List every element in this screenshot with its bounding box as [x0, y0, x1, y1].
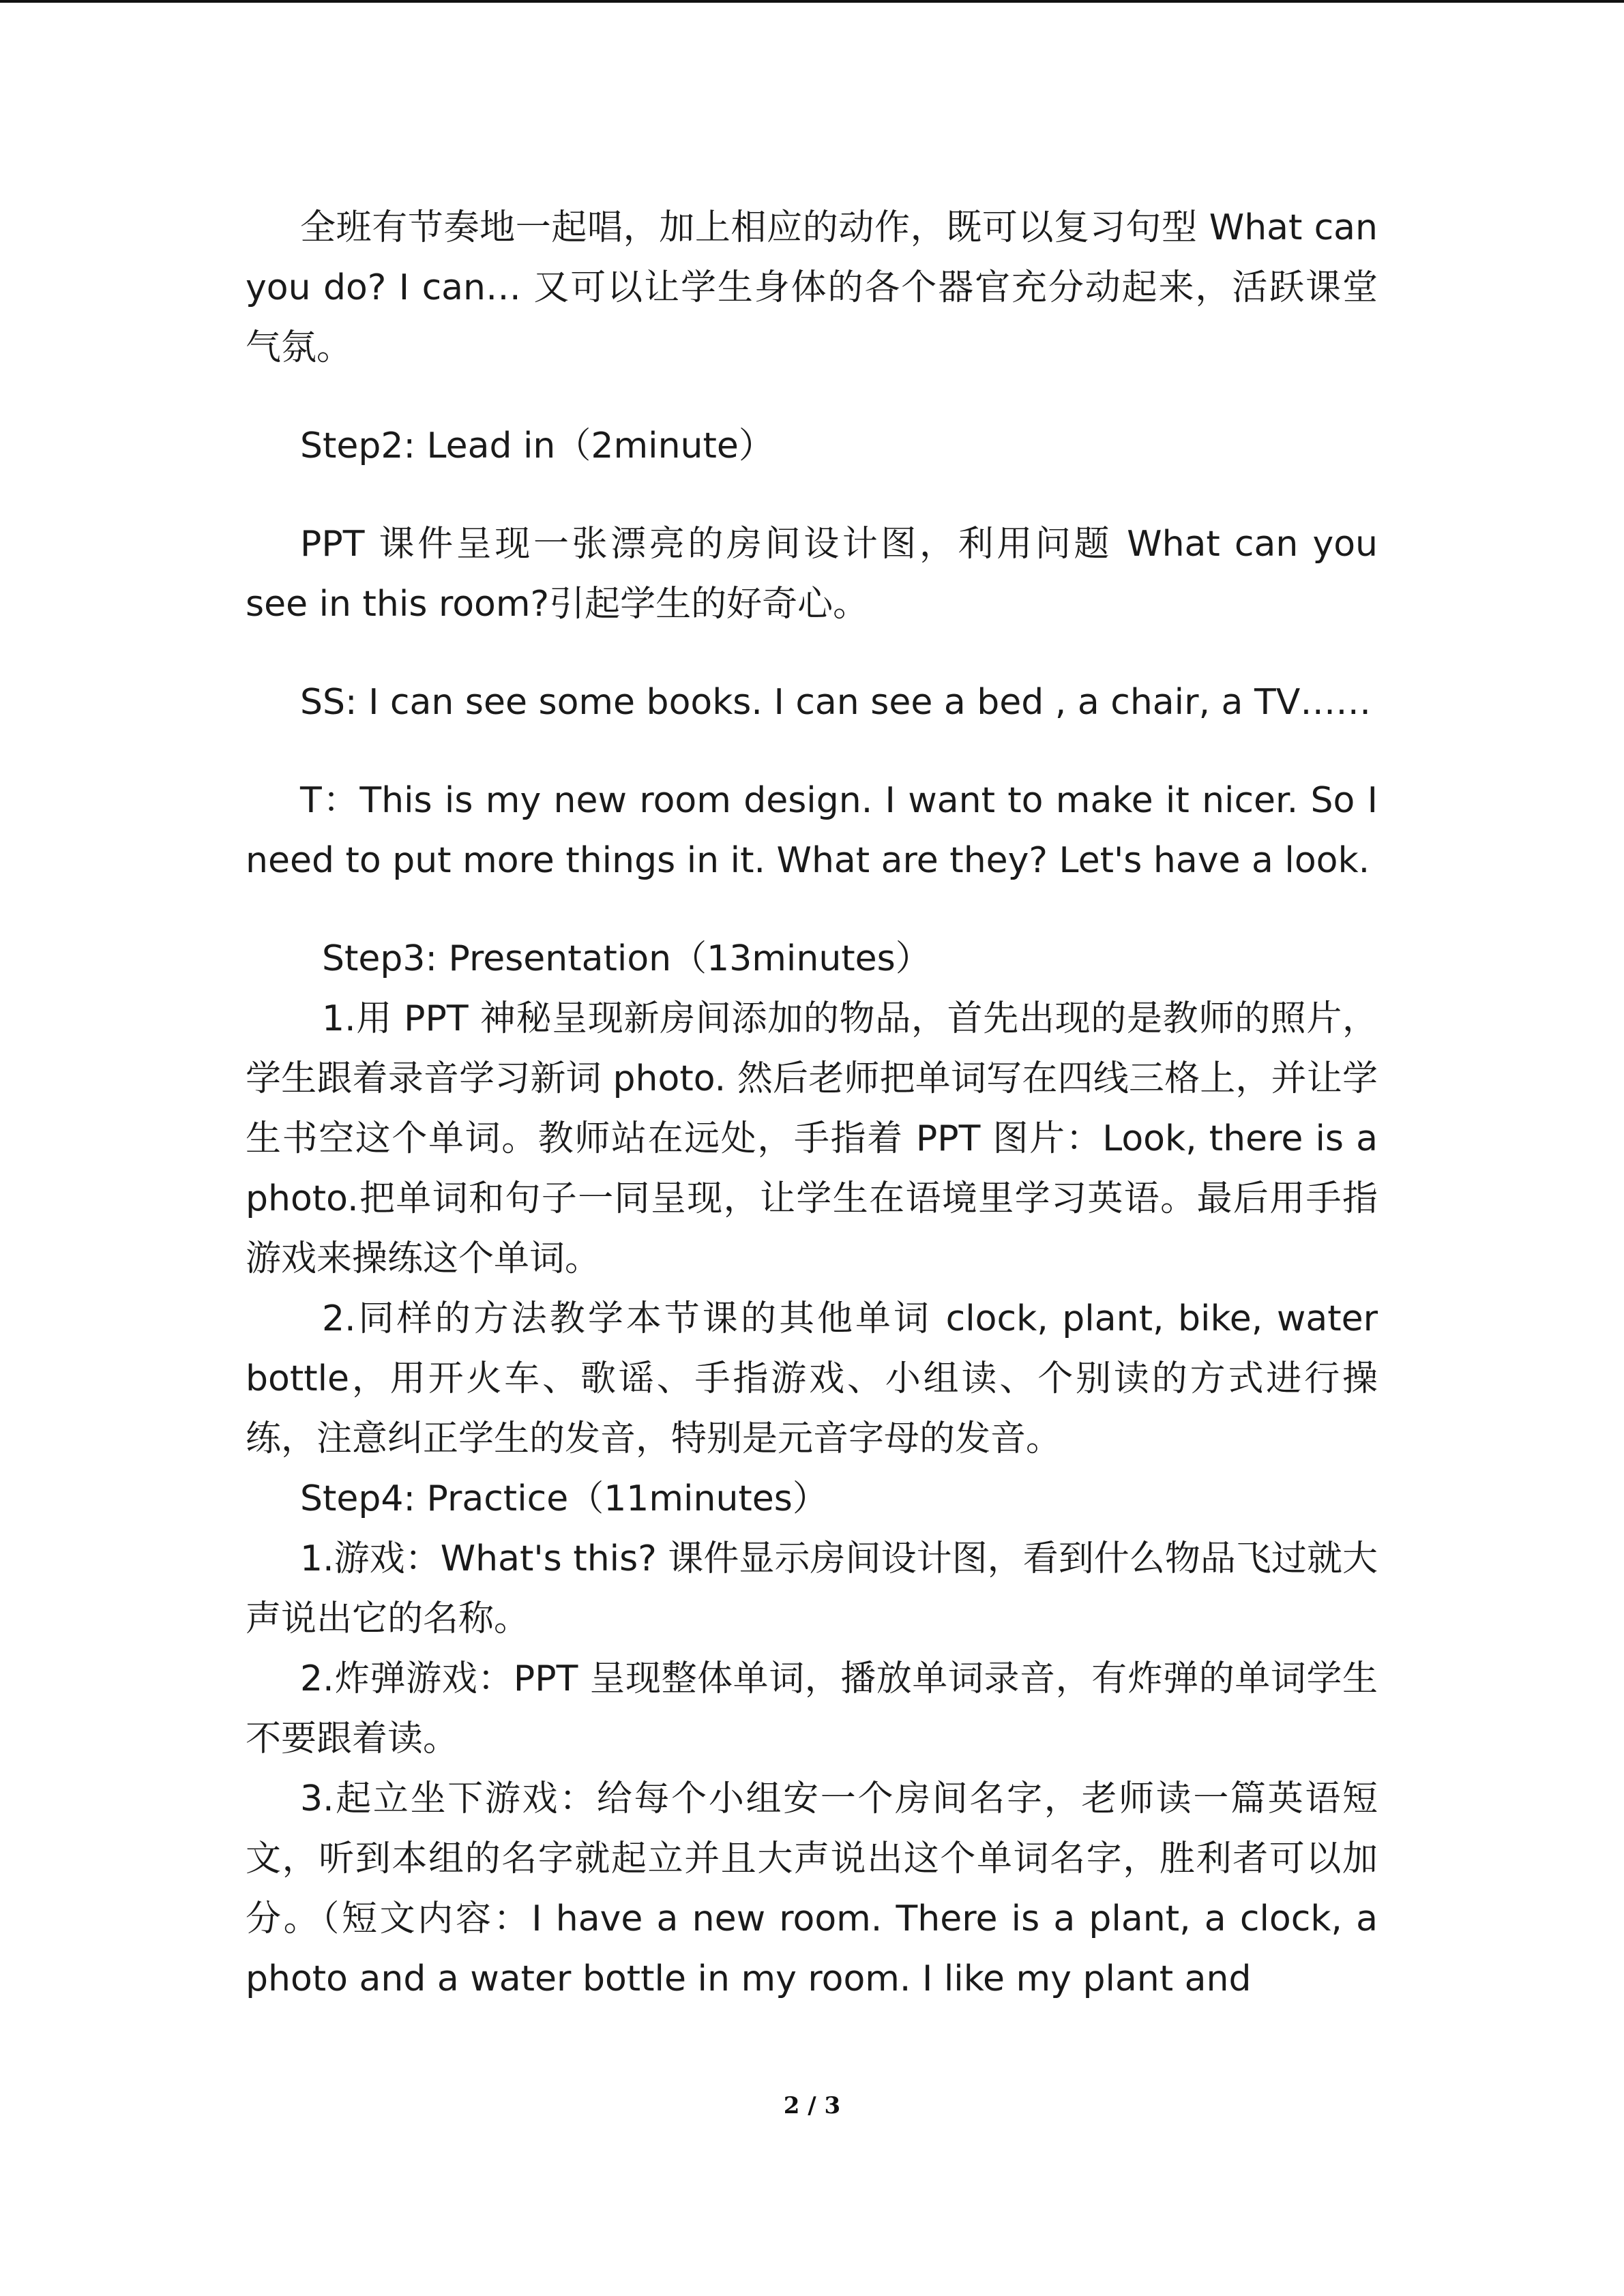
- document-body: [246, 198, 1378, 2009]
- step4-heading: Step4: Practice（11minutes）: [300, 1478, 828, 1519]
- paragraph-students-answer: SS: I can see some books. I can see a bed , a chair, a TV……: [300, 682, 1372, 723]
- page-number: 2 / 3: [783, 2092, 841, 2119]
- paragraph-presentation-1: 1.用 PPT 神秘呈现新房间添加的物品，首先出现的是教师的照片，学生跟着录音学习新词 photo. 然后老师把单词写在四线三格上，并让学生书空这个单词。教师站在远处，手指着 PPT 图片：Look, there is a photo.把单词和句子一同呈现，让学生在语境里学习英语。最后用手指游戏来操练这个单词。: [246, 998, 1378, 1279]
- step3-heading: Step3: Presentation（13minutes）: [322, 938, 931, 979]
- paragraph-lead-in: PPT 课件呈现一张漂亮的房间设计图，利用问题 What can you see in this room?引起学生的好奇心。: [246, 524, 1378, 625]
- paragraph-song-activity: 全班有节奏地一起唱，加上相应的动作，既可以复习句型 What can you do? I can… 又可以让学生身体的各个器官充分动起来，活跃课堂气氛。: [246, 207, 1378, 368]
- paragraph-presentation-2: 2.同样的方法教学本节课的其他单词 clock, plant, bike, water bottle，用开火车、歌谣、手指游戏、小组读、个别读的方式进行操练，注意纠正学生的发音，特别是元音字母的发音。: [246, 1298, 1378, 1459]
- page-top-border: [0, 0, 1624, 3]
- paragraph-practice-1: 1.游戏：What's this? 课件显示房间设计图，看到什么物品飞过就大声说出它的名称。: [246, 1538, 1378, 1639]
- paragraph-practice-2: 2.炸弹游戏：PPT 呈现整体单词，播放单词录音，有炸弹的单词学生不要跟着读。: [246, 1658, 1378, 1759]
- paragraph-teacher-talk: T：This is my new room design. I want to make it nicer. So I need to put more things in it. What are they? Let's have a look.: [246, 780, 1378, 881]
- paragraph-practice-3: 3.起立坐下游戏：给每个小组安一个房间名字，老师读一篇英语短文，听到本组的名字就起立并且大声说出这个单词名字，胜利者可以加分。（短文内容：I have a new room. There is a plant, a clock, a photo and a water bottle in my room. I like my plant and: [246, 1778, 1378, 1999]
- step2-heading: Step2: Lead in（2minute）: [300, 426, 774, 466]
